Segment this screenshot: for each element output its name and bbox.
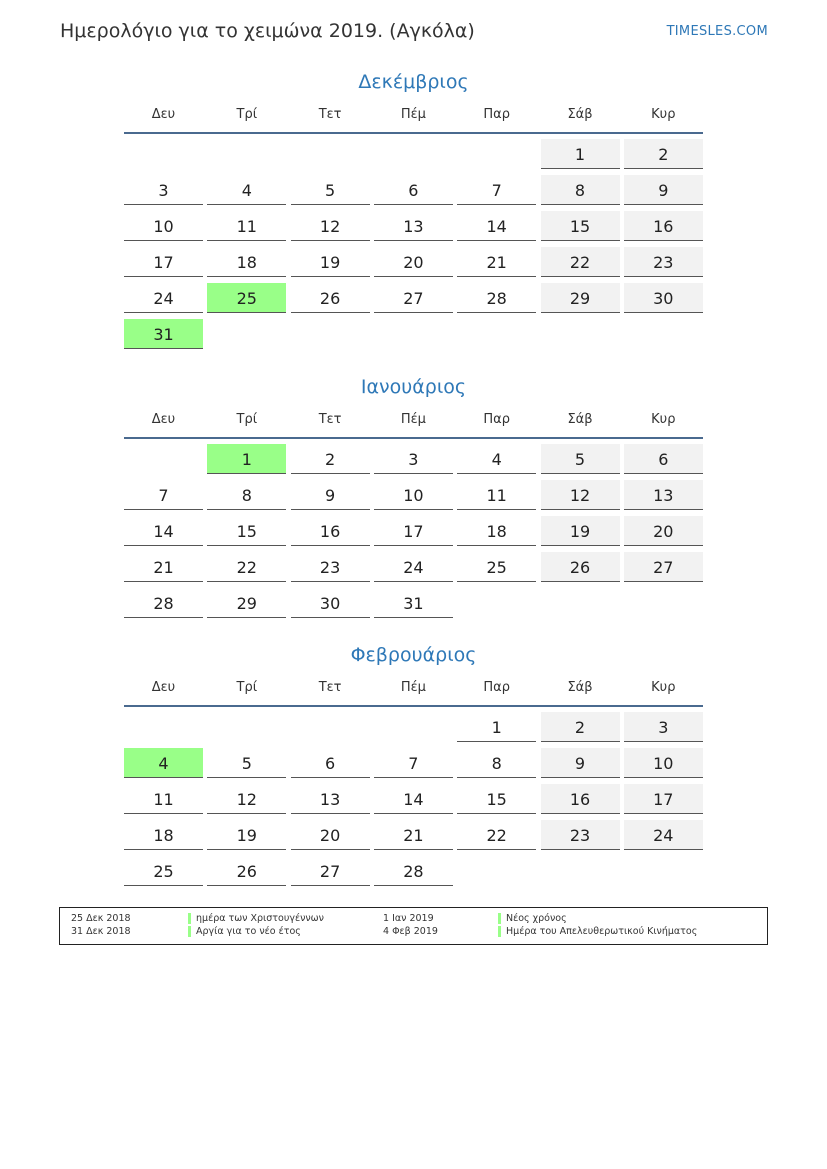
weekday-label: Κυρ [651,680,676,695]
weekend-day-cell: 6 [624,444,703,474]
day-cell: 21 [457,247,536,277]
day-cell: 31 [374,588,453,618]
day-cell: 20 [291,820,370,850]
day-cell: 25 [124,856,203,886]
day-cell: 6 [374,175,453,205]
day-cell: 14 [124,516,203,546]
month-calendar [124,372,703,624]
weekday-label: Τετ [318,107,342,122]
day-cell: 19 [291,247,370,277]
month-name: Δεκέμβριος [358,71,469,93]
weekday-label: Τρί [236,107,258,122]
days-grid [124,444,703,624]
weekend-day-cell: 8 [541,175,620,205]
weekend-day-cell: 5 [541,444,620,474]
weekday-label: Σάβ [567,107,593,122]
weekend-day-cell: 12 [541,480,620,510]
day-cell: 18 [207,247,286,277]
day-cell: 11 [457,480,536,510]
weekend-day-cell: 17 [624,784,703,814]
weekday-label: Σάβ [567,680,593,695]
weekday-label: Κυρ [651,107,676,122]
day-cell: 17 [124,247,203,277]
weekday-label: Δευ [151,107,176,122]
day-cell: 13 [374,211,453,241]
weekend-day-cell: 3 [624,712,703,742]
days-grid [124,712,703,892]
holiday-legend [59,907,768,945]
weekend-day-cell: 15 [541,211,620,241]
day-cell: 4 [457,444,536,474]
day-cell: 18 [457,516,536,546]
holiday-day-cell: 4 [124,748,203,778]
day-cell: 16 [291,516,370,546]
weekend-day-cell: 20 [624,516,703,546]
day-cell: 10 [124,211,203,241]
weekday-header [124,411,703,439]
weekday-label: Δευ [151,680,176,695]
weekday-label: Παρ [483,107,510,122]
weekend-day-cell: 10 [624,748,703,778]
day-cell: 22 [207,552,286,582]
legend-holiday-name: ημέρα των Χριστουγέννων [188,913,324,924]
day-cell: 27 [291,856,370,886]
weekend-day-cell: 19 [541,516,620,546]
weekday-label: Κυρ [651,412,676,427]
day-cell: 22 [457,820,536,850]
day-cell: 5 [207,748,286,778]
weekend-day-cell: 29 [541,283,620,313]
day-cell: 7 [124,480,203,510]
day-cell: 8 [207,480,286,510]
day-cell: 4 [207,175,286,205]
weekend-day-cell: 2 [541,712,620,742]
legend-holiday-name: Αργία για το νέο έτος [188,926,301,937]
day-cell: 2 [291,444,370,474]
days-grid [124,139,703,354]
holiday-day-cell: 1 [207,444,286,474]
weekend-day-cell: 26 [541,552,620,582]
day-cell: 30 [291,588,370,618]
day-cell: 10 [374,480,453,510]
legend-date: 31 Δεκ 2018 [71,926,131,937]
day-cell: 5 [291,175,370,205]
day-cell: 7 [374,748,453,778]
weekday-header [124,679,703,707]
day-cell: 21 [374,820,453,850]
day-cell: 17 [374,516,453,546]
day-cell: 23 [291,552,370,582]
day-cell: 26 [207,856,286,886]
day-cell: 27 [374,283,453,313]
day-cell: 11 [124,784,203,814]
legend-holiday-name: Ημέρα του Απελευθερωτικού Κινήματος [498,926,697,937]
weekend-day-cell: 23 [541,820,620,850]
weekend-day-cell: 22 [541,247,620,277]
weekday-label: Τρί [236,680,258,695]
day-cell: 15 [457,784,536,814]
day-cell: 28 [374,856,453,886]
weekday-label: Δευ [151,412,176,427]
weekday-label: Τετ [318,680,342,695]
month-name: Φεβρουάριος [350,644,477,666]
day-cell: 3 [374,444,453,474]
day-cell: 7 [457,175,536,205]
weekend-day-cell: 9 [541,748,620,778]
weekday-header [124,106,703,134]
brand-link[interactable]: TIMESLES.COM [666,24,768,39]
legend-date: 1 Ιαν 2019 [383,913,434,924]
day-cell: 24 [124,283,203,313]
holiday-day-cell: 25 [207,283,286,313]
weekend-day-cell: 16 [624,211,703,241]
month-name: Ιανουάριος [360,376,467,398]
day-cell: 15 [207,516,286,546]
weekend-day-cell: 24 [624,820,703,850]
legend-date: 4 Φεβ 2019 [383,926,438,937]
day-cell: 8 [457,748,536,778]
day-cell: 18 [124,820,203,850]
legend-holiday-name: Νέος χρόνος [498,913,567,924]
day-cell: 28 [124,588,203,618]
day-cell: 1 [457,712,536,742]
day-cell: 24 [374,552,453,582]
weekday-label: Σάβ [567,412,593,427]
page-title: Ημερολόγιο για το χειμώνα 2019. (Αγκόλα) [60,20,475,42]
weekday-label: Τετ [318,412,342,427]
day-cell: 26 [291,283,370,313]
weekday-label: Παρ [483,412,510,427]
weekend-day-cell: 27 [624,552,703,582]
day-cell: 14 [374,784,453,814]
weekday-label: Πέμ [400,680,426,695]
day-cell: 3 [124,175,203,205]
weekend-day-cell: 30 [624,283,703,313]
day-cell: 6 [291,748,370,778]
weekday-label: Τρί [236,412,258,427]
day-cell: 12 [207,784,286,814]
weekend-day-cell: 9 [624,175,703,205]
weekend-day-cell: 23 [624,247,703,277]
day-cell: 19 [207,820,286,850]
day-cell: 9 [291,480,370,510]
day-cell: 25 [457,552,536,582]
day-cell: 28 [457,283,536,313]
weekend-day-cell: 16 [541,784,620,814]
weekend-day-cell: 1 [541,139,620,169]
page-header [60,18,768,48]
month-calendar [124,67,703,354]
day-cell: 13 [291,784,370,814]
weekday-label: Παρ [483,680,510,695]
day-cell: 20 [374,247,453,277]
day-cell: 11 [207,211,286,241]
day-cell: 12 [291,211,370,241]
holiday-day-cell: 31 [124,319,203,349]
weekday-label: Πέμ [400,107,426,122]
weekend-day-cell: 13 [624,480,703,510]
legend-date: 25 Δεκ 2018 [71,913,131,924]
month-calendar [124,640,703,892]
weekday-label: Πέμ [400,412,426,427]
day-cell: 21 [124,552,203,582]
day-cell: 29 [207,588,286,618]
day-cell: 14 [457,211,536,241]
weekend-day-cell: 2 [624,139,703,169]
